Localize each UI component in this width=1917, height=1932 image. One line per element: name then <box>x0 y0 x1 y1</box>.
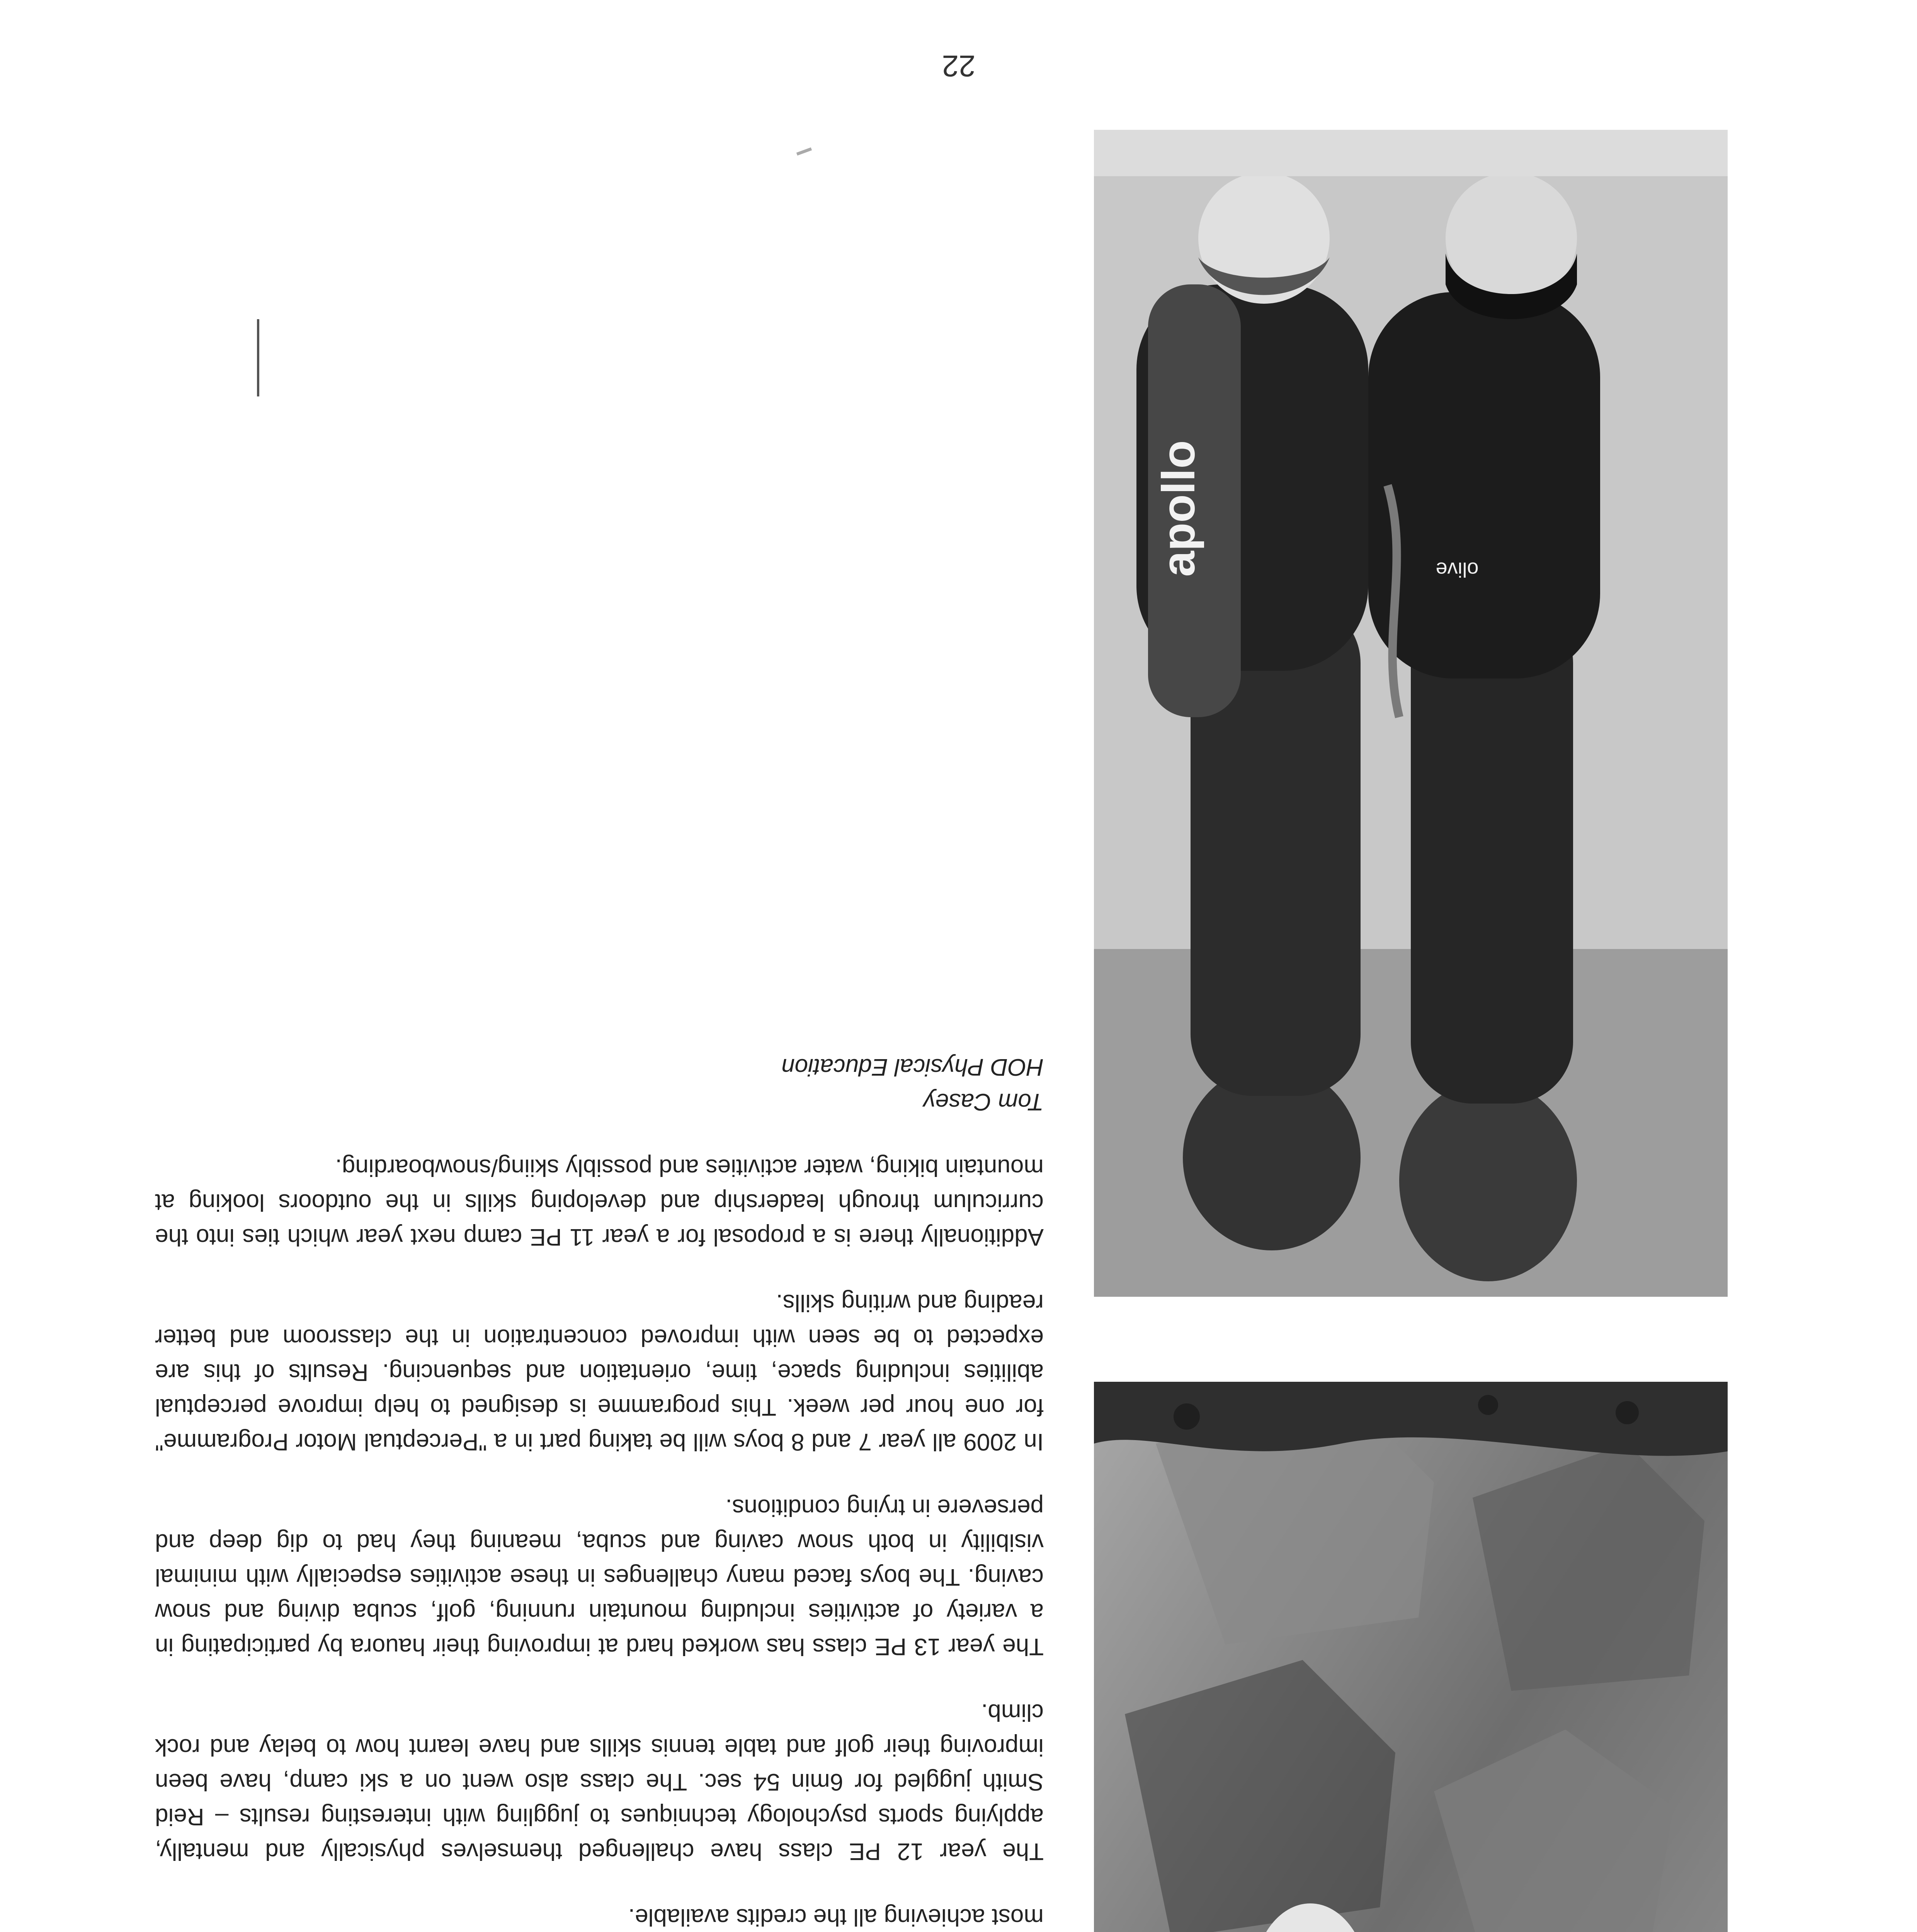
signature-block <box>155 1049 1044 1119</box>
signature-role: HOD Physical Education <box>781 1054 1044 1080</box>
suit-label: olive <box>1436 558 1479 581</box>
paragraph-camp-proposal: Additionally there is a proposal for a year 11 PE camp next year which ties into the curriculum through leadership and developing skills in the outdoors looking at mountain biking, water activities and possibly skiing/snowboarding. <box>155 1154 1044 1250</box>
page-number: 22 <box>942 49 976 83</box>
signature-name: Tom Casey <box>923 1088 1044 1115</box>
paragraph-2009-programme: In 2009 all year 7 and 8 boys will be taking part in a "Perceptual Motor Programme" for one hour per week. This programme is designed to help improve perceptual abilities including space, time, orientation and sequencing. Results of this are expected to be seen with improved concentration in the classroom and better reading and writing skills. <box>155 1289 1044 1455</box>
paragraph-year-13: The year 13 PE class has worked hard at improving their hauora by participating in a variety of activities including mountain running, golf, scuba diving and snow caving. The boys faced many challenges in these activities especially with minimal visibility in both snow caving and scuba, meaning they had to dig deep and persevere in trying conditions. <box>155 1494 1044 1660</box>
scuba-divers-photo <box>1094 130 1728 1297</box>
scan-speck <box>796 147 812 155</box>
paragraph-year-11: most achieving all the credits available. <box>628 1904 1044 1930</box>
diver-one-torso <box>1368 292 1600 679</box>
tank-brand-label: apollo <box>1153 440 1204 577</box>
divers-illustration <box>1094 130 1728 1297</box>
margin-mark <box>257 319 259 396</box>
rock-climbing-photo <box>1094 1382 1728 1932</box>
paragraph-year-12: The year 12 PE class have challenged themselves physically and mentally, applying sports psychology techniques to juggling with interesting results – Reid Smith juggled for 6min 54 sec. The class also went on a ski camp, have been improving their golf and table tennis skills and have learnt how to belay and rock climb. <box>155 1699 1044 1865</box>
rock-face-illustration <box>1094 1382 1728 1932</box>
diver-one-boots <box>1399 1080 1577 1281</box>
article-text <box>155 1049 1044 1932</box>
